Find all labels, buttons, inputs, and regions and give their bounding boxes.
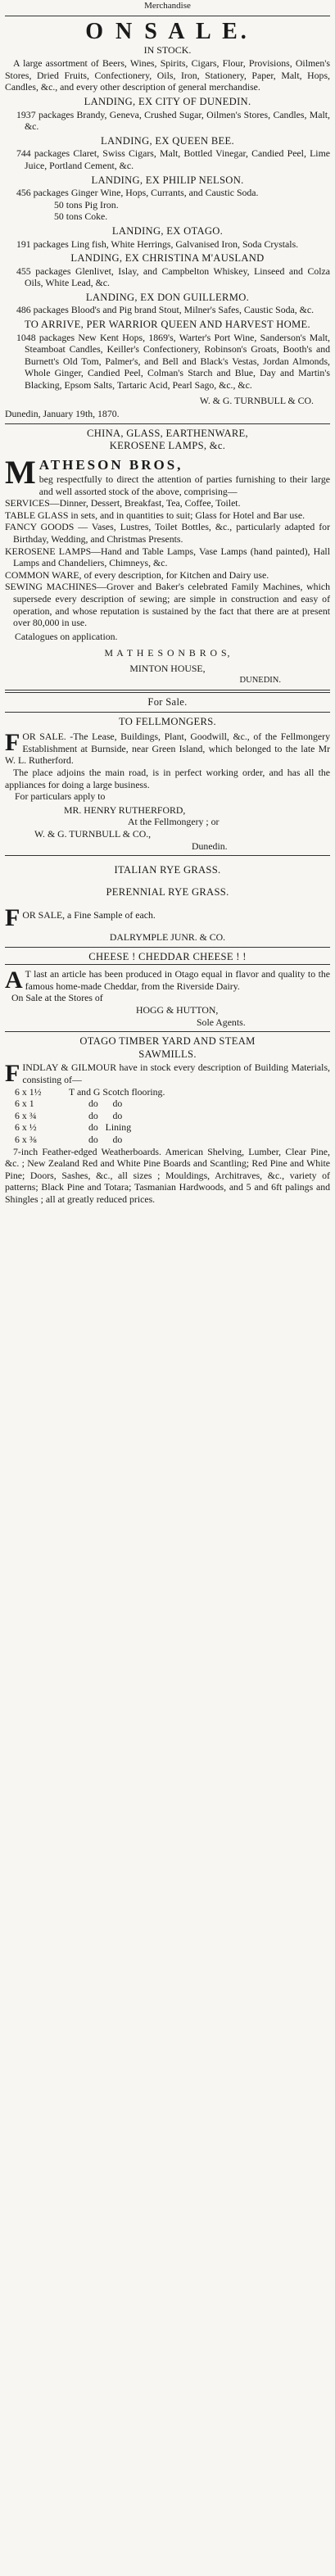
matheson-intro: beg respectfully to direct the attention of parties furnishing to their large and well assorted stock of the above, comprising—	[38, 473, 330, 497]
timber-body: INDLAY & GILMOUR have in stock every description of Building Materials, consisting of—	[22, 1062, 330, 1085]
timber-row	[5, 1098, 330, 1110]
timber-desc: T and G Scotch flooring.	[69, 1085, 165, 1098]
rye-heading-2: PERENNIAL RYE GRASS.	[106, 885, 229, 898]
matheson-ad	[5, 428, 330, 686]
fellmongery-contact-2b: Dunedin.	[192, 840, 228, 852]
section-body: 1937 packages Brandy, Geneva, Crushed Sugar, Oilmen's Stores, Candles, Malt, &c.	[16, 108, 330, 133]
fellmongery-apply: For particulars apply to	[15, 790, 106, 803]
cheese-agents: Sole Agents.	[197, 1016, 246, 1028]
timber-row	[5, 1086, 330, 1098]
timber-size: 6 x ¾	[15, 1109, 37, 1121]
spacer	[5, 877, 330, 884]
divider	[5, 712, 330, 713]
section-body: 744 packages Claret, Swiss Cigars, Malt, Bottled Vinegar, Candied Peel, Lime Juice, Portland Cement, &c.	[16, 147, 330, 171]
timber-body-2: 7-inch Feather-edged Weatherboards. American Shelving, Lumber, Clear Pine, &c. ; New Zealand Red and White Pine Boards and Scantling; Red Pine and White Pine; Doors, Sashes, &c., all sizes ; Mouldings, Architraves, &c., variety of patterns; Black Pine and Totara; Tasmanian Hardwoods, and 5 and 6ft palings and Shingles ; all at greatly reduced prices.	[5, 1145, 330, 1205]
fellmongery-contact-2: W. & G. TURNBULL & CO.,	[34, 828, 152, 840]
matheson-item: COMMON WARE, of every description, for Kitchen and Dairy use.	[5, 568, 269, 581]
for-sale-heading: For Sale.	[147, 696, 188, 709]
timber-row	[5, 1134, 330, 1146]
section-heading: LANDING, EX DON GUILLERMO.	[85, 291, 250, 303]
cheese-firm: HOGG & HUTTON,	[136, 1003, 219, 1016]
timber-row	[5, 1110, 330, 1122]
divider	[5, 947, 330, 948]
divider	[5, 1031, 330, 1032]
section-body: 1048 packages New Kent Hops, 1869's, Warter's Port Wine, Sanderson's Malt, Steamboat Candles, Keiller's Confectionery, Robinson's Groats, Booth's and Burnett's Old Tom, Palmer's, and Bell and Black's Vestas, Jordan Almonds, Whole Ginger, Candied Peel, Colman's Starch and Blue, Day and Martin's Blacking, Epsom Salts, Tartaric Acid, Pearl Sago, &c., &c.	[16, 331, 330, 392]
cheese-body: T last an article has been produced in Otago equal in flavor and quality to the famous home-made Cheddar, from the Riverside Dairy.	[25, 968, 330, 992]
timber-dropcap: F	[5, 1060, 20, 1088]
fellmongery-body: OR SALE. -The Lease, Buildings, Plant, Goodwill, &c., of the Fellmongery Establishment at Burnside, near Green Island, which belonged to the late Mr W. L. Rutherford.	[5, 731, 330, 767]
section-heading: TO ARRIVE, PER WARRIOR QUEEN AND HARVEST HOME.	[25, 319, 310, 331]
section-body: 455 packages Glenlivet, Islay, and Campbelton Whiskey, Linseed and Colza Oils, White Lead, &c.	[16, 265, 330, 289]
timber-size: 6 x ½	[15, 1121, 37, 1134]
rye-firm: DALRYMPLE JUNR. & CO.	[109, 931, 226, 943]
timber-heading-1: OTAGO TIMBER YARD AND STEAM	[79, 1035, 256, 1048]
section-extra: 50 tons Pig Iron.	[54, 198, 119, 211]
rye-grass-ad	[5, 864, 330, 943]
matheson-firm: M A T H E S O N B R O S,	[104, 647, 231, 659]
matheson-house: MINTON HOUSE,	[129, 662, 206, 674]
matheson-item: SERVICES—Dinner, Dessert, Breakfast, Tea, Coffee, Toilet.	[5, 497, 241, 509]
section-extra: 50 tons Coke.	[54, 211, 108, 223]
timber-size: 6 x ⅜	[15, 1133, 37, 1145]
timber-row	[5, 1121, 330, 1134]
section-body: 191 packages Ling fish, White Herrings, Galvanised Iron, Soda Crystals.	[16, 238, 299, 250]
section-heading: LANDING, EX CITY OF DUNEDIN.	[84, 95, 251, 107]
section-body: 486 packages Blood's and Pig brand Stout, Milner's Safes, Caustic Soda, &c.	[16, 304, 315, 316]
rye-body: OR SALE, a Fine Sample of each.	[22, 909, 156, 921]
timber-desc: do do	[88, 1098, 123, 1110]
matheson-item: KEROSENE LAMPS—Hand and Table Lamps, Vase Lamps (hand painted), Hall Lamps and Chandeliers, Chimneys, &c.	[5, 545, 330, 569]
divider	[5, 690, 330, 693]
fellmongery-contact-1b: At the Fellmongery ; or	[128, 816, 220, 828]
divider	[5, 423, 330, 424]
rye-heading-1: ITALIAN RYE GRASS.	[114, 864, 221, 876]
cheese-onsale: On Sale at the Stores of	[11, 992, 103, 1004]
timber-heading-2: SAWMILLS.	[138, 1048, 197, 1060]
matheson-heading-1: CHINA, GLASS, EARTHENWARE,	[87, 427, 248, 439]
matheson-heading-2: KEROSENE LAMPS, &c.	[109, 440, 226, 452]
fellmongery-dropcap: F	[5, 729, 20, 757]
timber-desc: do Lining	[88, 1121, 132, 1134]
matheson-place: DUNEDIN.	[239, 675, 281, 685]
matheson-item: FANCY GOODS — Vases, Lustres, Toilet Bottles, &c., particularly adapted for Birthday, Wedding, and Christmas Presents.	[5, 521, 330, 545]
matheson-catalogues: Catalogues on application.	[15, 630, 118, 642]
fellmongery-body-2: The place adjoins the main road, is in perfect working order, and has all the appliances for doing a large business.	[5, 767, 330, 790]
rye-dropcap: F	[5, 904, 20, 932]
section-body: 456 packages Ginger Wine, Hops, Currants, and Caustic Soda.	[16, 187, 259, 199]
on-sale-title: O N S A L E.	[85, 18, 250, 44]
matheson-title: ATHESON BROS,	[38, 457, 183, 473]
on-sale-ad	[5, 20, 330, 420]
section-heading: LANDING, EX CHRISTINA M'AUSLAND	[70, 252, 265, 265]
divider	[5, 855, 330, 856]
timber-desc: do do	[88, 1133, 123, 1145]
timber-list	[5, 1086, 330, 1146]
matheson-item: TABLE GLASS in sets, and in quantities to suit; Glass for Hotel and Bar use.	[5, 509, 306, 521]
divider	[5, 964, 330, 965]
cheese-ad	[5, 951, 330, 1029]
on-sale-date: Dunedin, January 19th, 1870.	[5, 408, 120, 420]
timber-size: 6 x 1	[15, 1098, 34, 1110]
on-sale-signature: W. & G. TURNBULL & CO.	[199, 394, 314, 406]
section-heading: LANDING, EX QUEEN BEE.	[101, 134, 234, 147]
timber-desc: do do	[88, 1109, 123, 1121]
cheese-dropcap: A	[5, 967, 23, 994]
cheese-heading: CHEESE ! CHEDDAR CHEESE ! !	[88, 950, 247, 962]
fellmongers-heading: TO FELLMONGERS.	[118, 715, 217, 727]
matheson-item: SEWING MACHINES—Grover and Baker's celebrated Family Machines, which supersede every description of sewing; are simple in construction and easy of operation, and whose reputation is sustained by the fact that there are at present over 80,000 in use.	[5, 581, 330, 629]
fellmongery-contact-1: MR. HENRY RUTHERFORD,	[64, 804, 186, 816]
timber-size: 6 x 1½	[15, 1085, 42, 1098]
column-header: Merchandise	[144, 1, 191, 11]
fellmongery-ad	[5, 696, 330, 852]
matheson-dropcap: M	[5, 454, 36, 491]
on-sale-intro: A large assortment of Beers, Wines, Spirits, Cigars, Flour, Provisions, Oilmen's Stores, Dried Fruits, Confectionery, Oils, Iron, Stationery, Paper, Malt, Hops, Candles, &c., and every other description of general merchandise.	[5, 57, 330, 93]
on-sale-subtitle: IN STOCK.	[143, 43, 192, 56]
timber-ad	[5, 1035, 330, 1205]
section-heading: LANDING, EX OTAGO.	[111, 224, 224, 237]
section-heading: LANDING, EX PHILIP NELSON.	[91, 174, 244, 186]
